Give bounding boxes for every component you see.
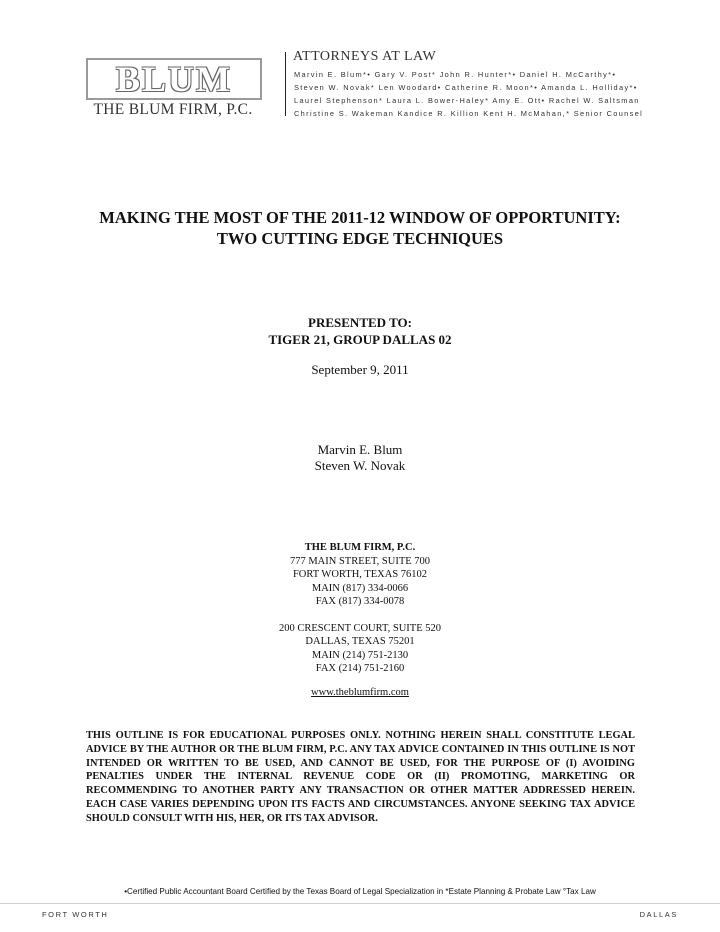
document-title xyxy=(0,207,720,249)
author-name: Steven W. Novak xyxy=(314,458,406,473)
title-line-1: MAKING THE MOST OF THE 2011-12 WINDOW OF OPPORTUNITY: xyxy=(99,208,621,227)
audience: TIGER 21, GROUP DALLAS 02 xyxy=(268,332,452,347)
roster-line: Laurel Stephenson* Laura L. Bower-Haley* Amy E. Ott• Rachel W. Saltsman xyxy=(294,96,640,105)
roster-line: Marvin E. Blum*• Gary V. Post* John R. Hunter*• Daniel H. McCarthy*• xyxy=(294,70,617,79)
fort-worth-address-line: 777 MAIN STREET, SUITE 700 xyxy=(289,555,431,567)
author-name: Marvin E. Blum xyxy=(317,442,403,457)
roster-line: Steven W. Novak* Len Woodard• Catherine R. Moon*• Amanda L. Holliday*• xyxy=(294,83,638,92)
fort-worth-phone: MAIN (817) 334-0066 xyxy=(311,582,409,594)
presented-to-label: PRESENTED TO: xyxy=(308,315,412,330)
dallas-address-line: 200 CRESCENT COURT, SUITE 520 xyxy=(278,622,442,634)
certification-footnote: •Certified Public Accountant Board Certified by the Texas Board of Legal Specialization in *Estate Planning & Probate Law °Tax Law xyxy=(124,887,596,896)
logo-wordmark: BLUM xyxy=(116,59,232,99)
presentation-date: September 9, 2011 xyxy=(311,362,409,377)
attorneys-title: ATTORNEYS AT LAW xyxy=(293,49,437,64)
website-link[interactable]: www.theblumfirm.com xyxy=(311,687,409,698)
firm-logo xyxy=(86,58,262,100)
address-spacer xyxy=(0,609,720,622)
fort-worth-address-line: FORT WORTH, TEXAS 76102 xyxy=(292,569,428,580)
dallas-address-line: DALLAS, TEXAS 75201 xyxy=(305,636,415,647)
title-line-2: TWO CUTTING EDGE TECHNIQUES xyxy=(216,229,504,248)
presented-to-block xyxy=(0,314,720,348)
firm-name: THE BLUM FIRM, P.C. xyxy=(93,101,253,118)
footer-city-left: FORT WORTH xyxy=(42,910,109,919)
roster-line: Christine S. Wakeman Kandice R. Killion Kent H. McMahan,* Senior Counsel xyxy=(294,109,644,118)
fort-worth-fax: FAX (817) 334-0078 xyxy=(315,596,405,607)
footer-divider xyxy=(0,903,720,904)
dallas-phone: MAIN (214) 751-2130 xyxy=(311,649,409,661)
authors-block xyxy=(0,442,720,474)
address-firm-name: THE BLUM FIRM, P.C. xyxy=(304,542,416,553)
address-block xyxy=(0,541,720,676)
legal-disclaimer: THIS OUTLINE IS FOR EDUCATIONAL PURPOSES ONLY. NOTHING HEREIN SHALL CONSTITUTE LEGAL ADVICE BY THE AUTHOR OR THE BLUM FIRM, P.C. ANY TAX ADVICE CONTAINED IN THIS OUTLINE IS NOT INTENDED OR WRITTEN TO BE USED, AND CANNOT BE USED, FOR THE PURPOSE OF (I) AVOIDING PENALTIES UNDER THE INTERNAL REVENUE CODE OR (II) PROMOTING, MARKETING OR RECOMMENDING TO ANOTHER PARTY ANY TRANSACTION OR OTHER MATTER ADDRESSED HEREIN. EACH CASE VARIES DEPENDING UPON ITS FACTS AND CIRCUMSTANCES. ANYONE SEEKING TAX ADVICE SHOULD CONSULT WITH HIS, HER, OR ITS TAX ADVISOR. xyxy=(86,730,635,824)
dallas-fax: FAX (214) 751-2160 xyxy=(315,663,405,674)
letterhead-divider xyxy=(285,52,286,116)
footer-city-right: DALLAS xyxy=(639,910,678,919)
